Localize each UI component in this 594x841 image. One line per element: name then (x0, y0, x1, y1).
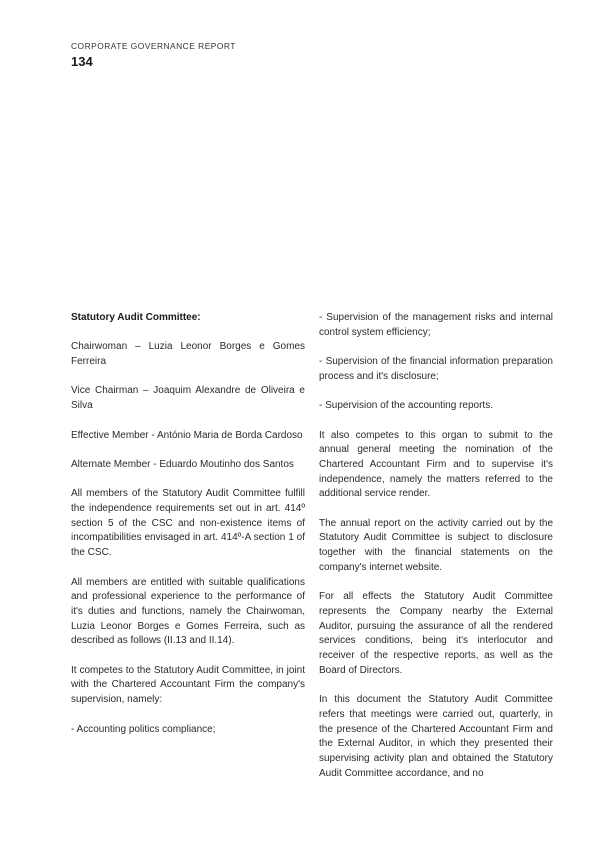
paragraph-competences: It competes to the Statutory Audit Committee, in joint with the Chartered Accountant Firm the company's supervision, namely: (71, 664, 305, 706)
right-column (319, 311, 553, 796)
list-item-risk-supervision: - Supervision of the management risks and internal control system efficiency; (319, 312, 553, 338)
paragraph-nomination: It also competes to this organ to submit to the annual general meeting the nomination of the Chartered Accountant Firm and to supervise it's independence, namely the matters referred to the additional service render. (319, 429, 553, 500)
list-item-financial-info: - Supervision of the financial information preparation process and it's disclosure; (319, 356, 553, 382)
section-heading: Statutory Audit Committee: (71, 312, 201, 323)
paragraph-annual-report: The annual report on the activity carried out by the Statutory Audit Committee is subject to disclosure together with the financial statements on the company's internet website. (319, 517, 553, 573)
left-column (71, 311, 305, 752)
paragraph-effective-member: Effective Member - António Maria de Borda Cardoso (71, 429, 303, 441)
paragraph-qualifications: All members are entitled with suitable qualifications and professional experience to the performance of it's duties and functions, namely the Chairwoman, Luzia Leonor Borges e Gomes Ferreira, such as described as follows (II.13 and II.14). (71, 576, 305, 647)
paragraph-meetings: In this document the Statutory Audit Committee refers that meetings were carried out, quarterly, in the presence of the Chartered Accountant Firm and the External Auditor, in which they presented their supervising activity plan and obtained the Statutory Audit Committee accordance, and no (319, 694, 553, 779)
paragraph-alternate-member: Alternate Member - Eduardo Moutinho dos Santos (71, 458, 294, 470)
paragraph-chairwoman: Chairwoman – Luzia Leonor Borges e Gomes Ferreira (71, 341, 305, 368)
page-number: 134 (71, 54, 93, 69)
list-item-accounting-reports: - Supervision of the accounting reports. (319, 400, 493, 412)
page-header (71, 41, 236, 69)
paragraph-representation: For all effects the Statutory Audit Committee represents the Company nearby the External Auditor, pursuing the assurance of all the rendered services conditions, being it's interlocutor and receiver of the respective reports, as well as the Board of Directors. (319, 591, 553, 676)
report-title: CORPORATE GOVERNANCE REPORT (71, 41, 236, 51)
list-item-accounting-politics: - Accounting politics compliance; (71, 723, 216, 735)
paragraph-independence: All members of the Statutory Audit Committee fulfill the independence requirements set out in art. 414º section 5 of the CSC and non-existence items of incompatibilities envisaged in art. 414º-A section 1 of the CSC. (71, 488, 305, 559)
paragraph-vice-chairman: Vice Chairman – Joaquim Alexandre de Oliveira e Silva (71, 385, 305, 412)
